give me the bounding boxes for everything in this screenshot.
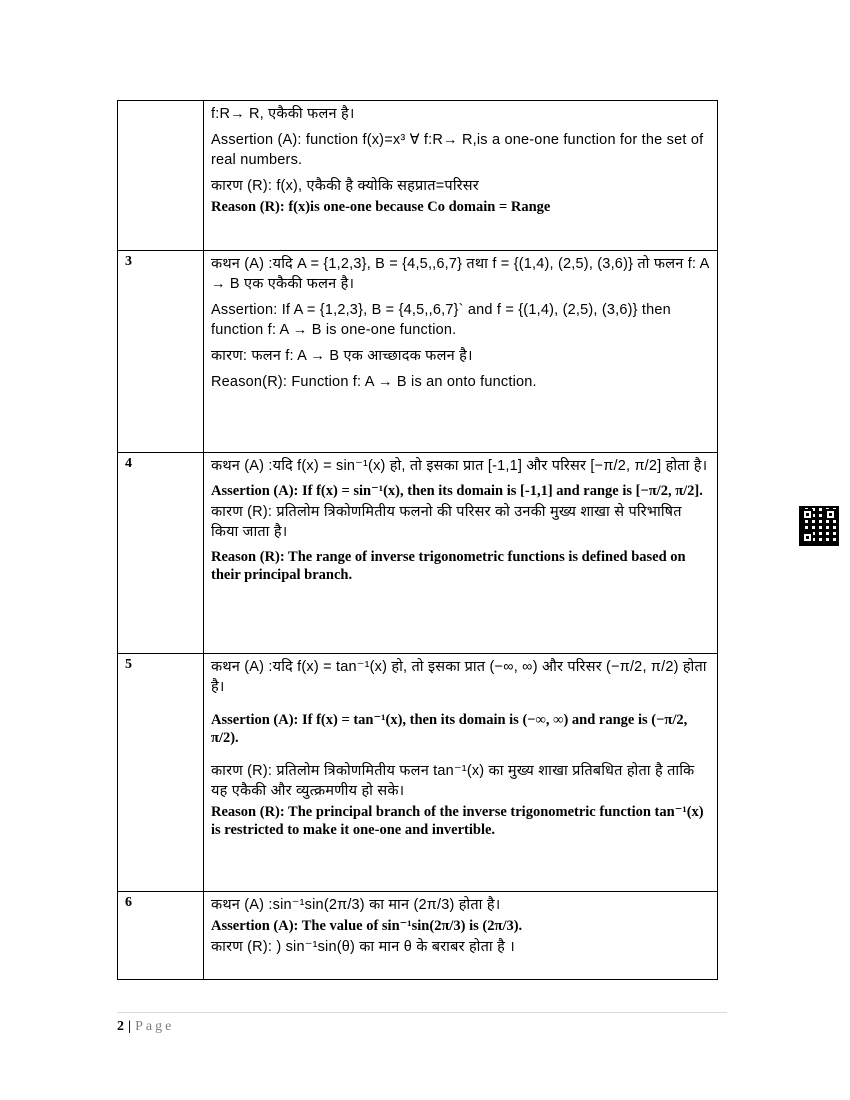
reason-line: Reason (R): The principal branch of the inverse trigonometric function tan⁻¹(x) is restricted to make it one-one and invertible. [211, 804, 704, 838]
page-label: Page [135, 1019, 175, 1034]
assertion-line: Assertion (A): The value of sin⁻¹sin(2π/3) is (2π/3). [211, 918, 523, 934]
qr-finder-pattern [802, 532, 813, 543]
reason-line: Reason(R): Function f: A → B is an onto function. [211, 374, 537, 390]
question-content [204, 892, 718, 980]
page-number: 2 [117, 1019, 124, 1034]
question-content [204, 654, 718, 892]
assertion-line: Assertion: If A = {1,2,3}, B = {4,5,,6,7}` and f = {(1,4), (2,5), (3,6)} then function f: A → B is one-one function. [211, 302, 671, 338]
table-row [118, 654, 718, 892]
qr-finder-pattern [825, 509, 836, 520]
hindi-statement: कथन (A) :यदि f(x) = tan⁻¹(x) हो, तो इसका प्रात (−∞, ∞) और परिसर (−π/2, π/2) होता है। [211, 659, 707, 695]
hindi-statement: कथन (A) :sin⁻¹sin(2π/3) का मान (2π/3) होता है। [211, 897, 501, 913]
reason-line: Reason (R): f(x)is one-one because Co domain = Range [211, 199, 551, 215]
hindi-line: f:R→ R, एकैकी फलन है। [211, 106, 355, 122]
table-row [118, 251, 718, 453]
reason-hindi-line: कारण (R): f(x), एकैकी है क्योकि सहप्रात=परिसर [211, 178, 479, 194]
question-number: 5 [118, 654, 204, 892]
table-row [118, 101, 718, 251]
question-number [118, 101, 204, 251]
question-content [204, 101, 718, 251]
question-number: 6 [118, 892, 204, 980]
qr-finder-pattern [802, 509, 813, 520]
reason-hindi-line: कारण (R): प्रतिलोम त्रिकोणमितीय फलन tan⁻¹(x) का मुख्य शाखा प्रतिबधित होता है ताकि यह एकैकी और व्युत्क्रमणीय हो सके। [211, 763, 695, 799]
table-row [118, 453, 718, 654]
footer-separator: | [128, 1019, 132, 1034]
page-footer [117, 1012, 727, 1035]
table-row [118, 892, 718, 980]
assertion-line: Assertion (A): function f(x)=x³ ∀ f:R→ R,is a one-one function for the set of real numbers. [211, 132, 704, 168]
reason-hindi-line: कारण (R): ) sin⁻¹sin(θ) का मान θ के बराबर होता है । [211, 939, 515, 955]
question-content [204, 251, 718, 453]
reason-line: Reason (R): The range of inverse trigonometric functions is defined based on their principal branch. [211, 549, 686, 583]
qr-code-icon [799, 506, 839, 546]
hindi-statement: कथन (A) :यदि A = {1,2,3}, B = {4,5,,6,7} तथा f = {(1,4), (2,5), (3,6)} तो फलन f: A → B एक एकैकी फलन है। [211, 256, 709, 292]
assertion-line: Assertion (A): If f(x) = sin⁻¹(x), then its domain is [-1,1] and range is [−π/2, π/2]. [211, 483, 703, 499]
question-number: 4 [118, 453, 204, 654]
question-content [204, 453, 718, 654]
assertion-line: Assertion (A): If f(x) = tan⁻¹(x), then its domain is (−∞, ∞) and range is (−π/2, π/2). [211, 712, 688, 746]
hindi-statement: कथन (A) :यदि f(x) = sin⁻¹(x) हो, तो इसका प्रात [-1,1] और परिसर [−π/2, π/2] होता है। [211, 458, 708, 474]
reason-hindi-line: कारण: फलन f: A → B एक आच्छादक फलन है। [211, 348, 473, 364]
question-table [117, 100, 718, 980]
question-number: 3 [118, 251, 204, 453]
reason-hindi-line: कारण (R): प्रतिलोम त्रिकोणमितीय फलनो की परिसर को उनकी मुख्य शाखा से परिभाषित किया जाता है। [211, 504, 682, 540]
